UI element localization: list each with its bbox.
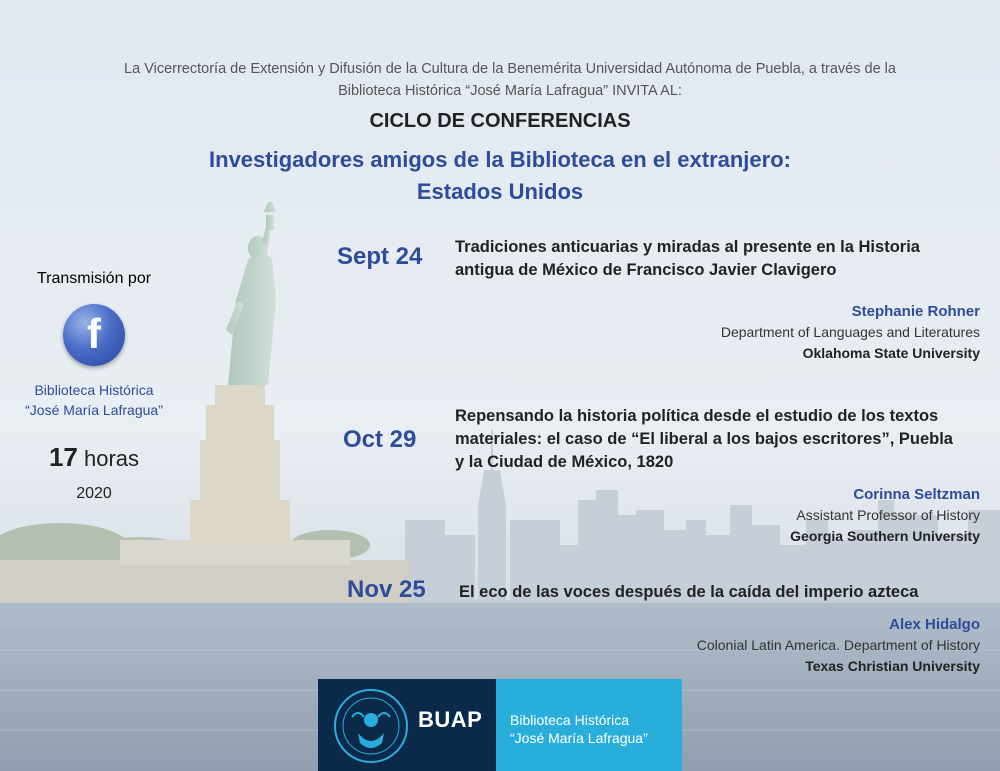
event-title-line: y la Ciudad de México, 1820 (455, 453, 674, 471)
speaker-department: Colonial Latin America. Department of History (696, 637, 980, 653)
event-title-line: El eco de las voces después de la caída del imperio azteca (459, 583, 919, 601)
footer-library-line-2: “José María Lafragua” (510, 730, 648, 746)
event-title-line: materiales: el caso de “El liberal a los bajos escritores”, Puebla (455, 430, 953, 448)
event-title (455, 236, 985, 282)
event-title (455, 405, 990, 474)
transmission-label: Transmisión por (36, 270, 152, 287)
event-speaker-block (460, 484, 980, 547)
facebook-icon[interactable]: f (63, 304, 125, 366)
event-date: Nov 25 (347, 576, 426, 603)
sidebar-library-line-2: “José María Lafragua” (25, 402, 163, 418)
intro-line-2: Biblioteca Histórica “José María Lafragua” INVITA AL: (338, 83, 682, 99)
subtitle (0, 144, 1000, 208)
hours-label: horas (84, 446, 140, 471)
speaker-department: Department of Languages and Literatures (720, 324, 980, 340)
event-title-line: antigua de México de Francisco Javier Clavigero (455, 261, 837, 279)
footer-brand (318, 679, 496, 771)
intro-line-1: La Vicerrectoría de Extensión y Difusión de la Cultura de la Benemérita Universidad Autónoma de Puebla, a través de la (124, 61, 896, 77)
university-seal-icon (332, 687, 410, 765)
footer-library-line-1: Biblioteca Histórica (510, 712, 630, 728)
event-time (8, 442, 180, 473)
event-speaker-block (460, 301, 980, 364)
event-date: Oct 29 (343, 426, 417, 453)
footer-banner (318, 679, 682, 771)
speaker-name: Stephanie Rohner (851, 303, 980, 320)
sidebar (8, 270, 180, 503)
footer-library-name (510, 711, 648, 747)
cycle-title: CICLO DE CONFERENCIAS (369, 110, 631, 132)
footer-library (496, 679, 682, 771)
speaker-university: Oklahoma State University (802, 345, 980, 361)
brand-logo: BUAP (418, 707, 483, 732)
speaker-university: Georgia Southern University (790, 528, 980, 544)
event-date: Sept 24 (337, 243, 423, 270)
event-title-line: Tradiciones anticuarias y miradas al presente en la Historia (455, 238, 920, 256)
sidebar-library-line-1: Biblioteca Histórica (34, 382, 154, 398)
event-title (459, 581, 999, 604)
event-speaker-block (460, 614, 980, 677)
event-hour: 17 (48, 442, 78, 472)
sidebar-library-name (8, 380, 180, 420)
speaker-name: Alex Hidalgo (889, 616, 980, 633)
speaker-department: Assistant Professor of History (796, 507, 980, 523)
subtitle-line-1: Investigadores amigos de la Biblioteca en el extranjero: (209, 147, 791, 172)
event-year: 2020 (76, 485, 112, 502)
speaker-university: Texas Christian University (805, 658, 980, 674)
event-title-line: Repensando la historia política desde el estudio de los textos (455, 407, 939, 425)
intro-text (60, 58, 960, 102)
speaker-name: Corinna Seltzman (853, 486, 980, 503)
subtitle-line-2: Estados Unidos (416, 179, 584, 204)
